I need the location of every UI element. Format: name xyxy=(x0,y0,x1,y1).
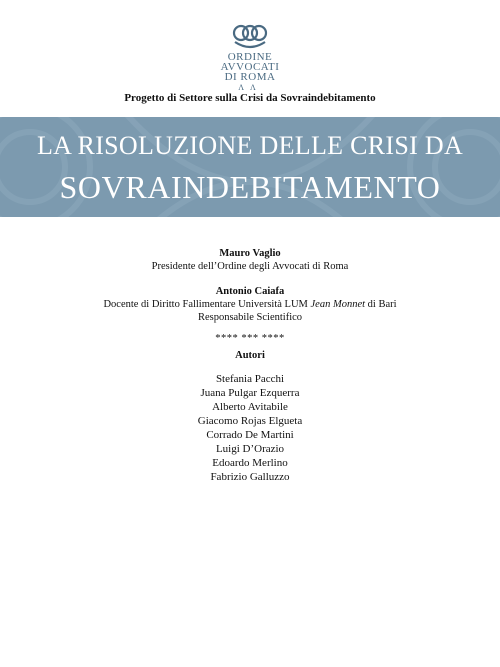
role-text-b: di Bari xyxy=(365,299,397,310)
president-name: Mauro Vaglio xyxy=(219,248,281,259)
banner-title-line-1: LA RISOLUZIONE DELLE CRISI DA xyxy=(36,131,464,160)
author-item: Juana Pulgar Ezquerra xyxy=(200,387,300,399)
authors-heading: Autori xyxy=(235,350,265,361)
logo-marks: ΛΛ xyxy=(238,83,262,92)
banner-title-line-2: SOVRAINDEBITAMENTO xyxy=(59,169,441,205)
role-text-italic: Jean Monnet xyxy=(310,299,366,310)
author-item: Fabrizio Galluzzo xyxy=(210,471,290,483)
role-text-a: Docente di Diritto Fallimentare Università LUM xyxy=(103,299,311,310)
title-banner xyxy=(0,117,500,217)
knot-emblem-icon xyxy=(231,24,269,50)
scientific-lead-name: Antonio Caiafa xyxy=(215,286,285,297)
separator: **** *** **** xyxy=(215,333,285,344)
author-item: Corrado De Martini xyxy=(206,429,294,441)
logo-text xyxy=(221,52,280,82)
author-item: Stefania Pacchi xyxy=(215,373,285,385)
author-item: Alberto Avitabile xyxy=(212,401,288,413)
project-subtitle: Progetto di Settore sulla Crisi da Sovraindebitamento xyxy=(124,92,376,104)
author-item: Giacomo Rojas Elgueta xyxy=(197,415,303,427)
author-item: Edoardo Merlino xyxy=(212,457,288,469)
logo-line-3: DI ROMA xyxy=(224,71,276,83)
scientific-lead-role-2: Responsabile Scientifico xyxy=(197,312,303,323)
logo-line-2: AVVOCATI xyxy=(220,61,280,73)
author-item: Luigi D’Orazio xyxy=(215,443,285,455)
scientific-lead-role xyxy=(0,298,500,311)
president-role: Presidente dell’Ordine degli Avvocati di Roma xyxy=(151,261,349,272)
logo-line-1: ORDINE xyxy=(227,51,273,63)
author-list xyxy=(0,372,500,484)
credits-block xyxy=(0,247,500,484)
bar-association-logo xyxy=(0,24,500,92)
